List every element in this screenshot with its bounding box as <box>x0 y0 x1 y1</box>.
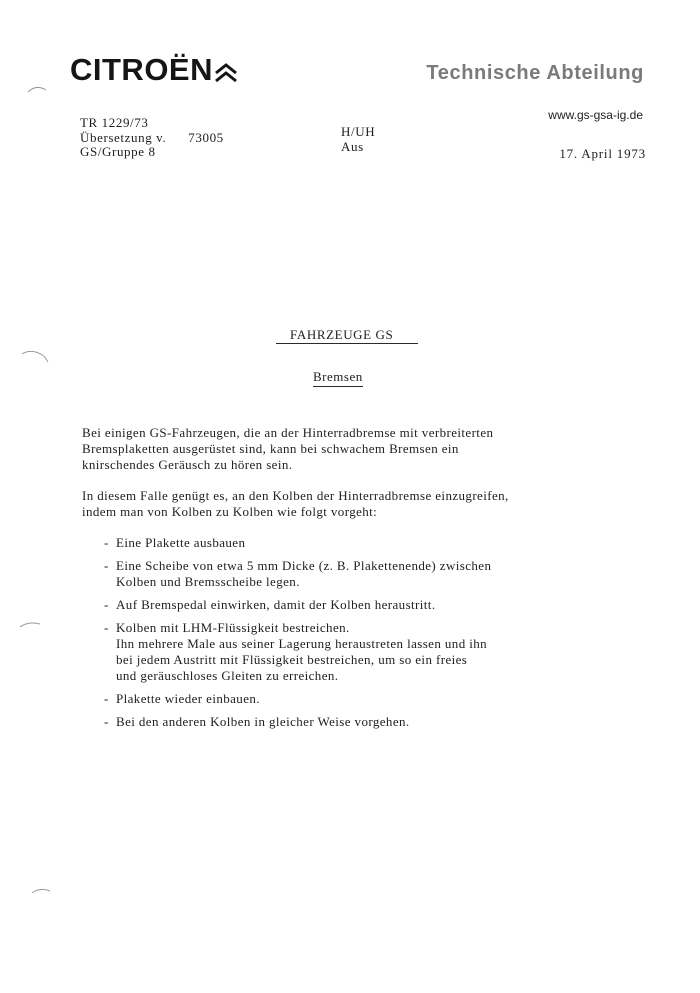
list-item <box>104 620 642 684</box>
list-bullet: - <box>104 558 109 573</box>
list-item <box>104 558 642 590</box>
brand-name: CITROËN <box>70 52 213 87</box>
paragraph-procedure: In diesem Falle genügt es, an den Kolben der Hinterradbremse einzugreifen, indem man von Kolben zu Kolben wie folgt vorgeht: <box>82 488 509 519</box>
list-item-text: Kolben mit LHM-Flüssigkeit bestreichen. Ihn mehrere Male aus seiner Lagerung heraustreten lassen und ihn bei jedem Austritt mit Flüssigkeit bestreichen, um so ein freies und geräuschloses Gleiten zu erreichen. <box>116 620 488 683</box>
list-item-text: Auf Bremspedal einwirken, damit der Kolben heraustritt. <box>116 597 436 612</box>
punch-mark-2 <box>20 346 50 366</box>
list-item-text: Eine Plakette ausbauen <box>116 535 246 550</box>
document-date: 17. April 1973 <box>559 146 646 161</box>
brand-logo <box>70 52 237 88</box>
report-number: TR 1229/73 <box>80 115 149 130</box>
list-item-text: Eine Scheibe von etwa 5 mm Dicke (z. B. Plakettenende) zwischen Kolben und Bremsscheibe legen. <box>116 558 492 589</box>
document-body <box>82 425 642 737</box>
list-item <box>104 714 642 730</box>
list-bullet: - <box>104 620 109 635</box>
list-item-text: Bei den anderen Kolben in gleicher Weise vorgehen. <box>116 714 410 729</box>
website-url: www.gs-gsa-ig.de <box>548 108 643 122</box>
translation-label: Übersetzung v. <box>80 129 167 145</box>
list-item <box>104 691 642 707</box>
department-title: Technische Abteilung <box>426 62 644 84</box>
list-bullet: - <box>104 714 109 729</box>
list-bullet: - <box>104 691 109 706</box>
double-chevron-icon <box>215 62 237 84</box>
translation-reference: 73005 <box>188 129 224 145</box>
list-item-text: Plakette wieder einbauen. <box>116 691 260 706</box>
punch-mark-4 <box>30 884 54 898</box>
author-initials: H/UH <box>341 124 376 139</box>
author-block <box>341 124 375 154</box>
list-bullet: - <box>104 535 109 550</box>
list-item <box>104 535 642 551</box>
document-title: FAHRZEUGE GS <box>290 327 394 342</box>
procedure-steps <box>82 535 642 730</box>
group-label: GS/Gruppe 8 <box>80 144 156 159</box>
punch-mark-1 <box>26 82 50 96</box>
paragraph-intro: Bei einigen GS-Fahrzeugen, die an der Hinterradbremse mit verbreiterten Bremsplaketten ausgerüstet sind, kann bei schwachem Bremsen ein knirschendes Geräusch zu hören sein. <box>82 425 494 472</box>
punch-mark-3 <box>18 618 44 632</box>
list-bullet: - <box>104 597 109 612</box>
author-note: Aus <box>341 139 364 154</box>
list-item <box>104 597 642 613</box>
document-subtitle: Bremsen <box>313 369 363 387</box>
reference-block <box>80 116 224 160</box>
title-underline <box>276 343 418 344</box>
